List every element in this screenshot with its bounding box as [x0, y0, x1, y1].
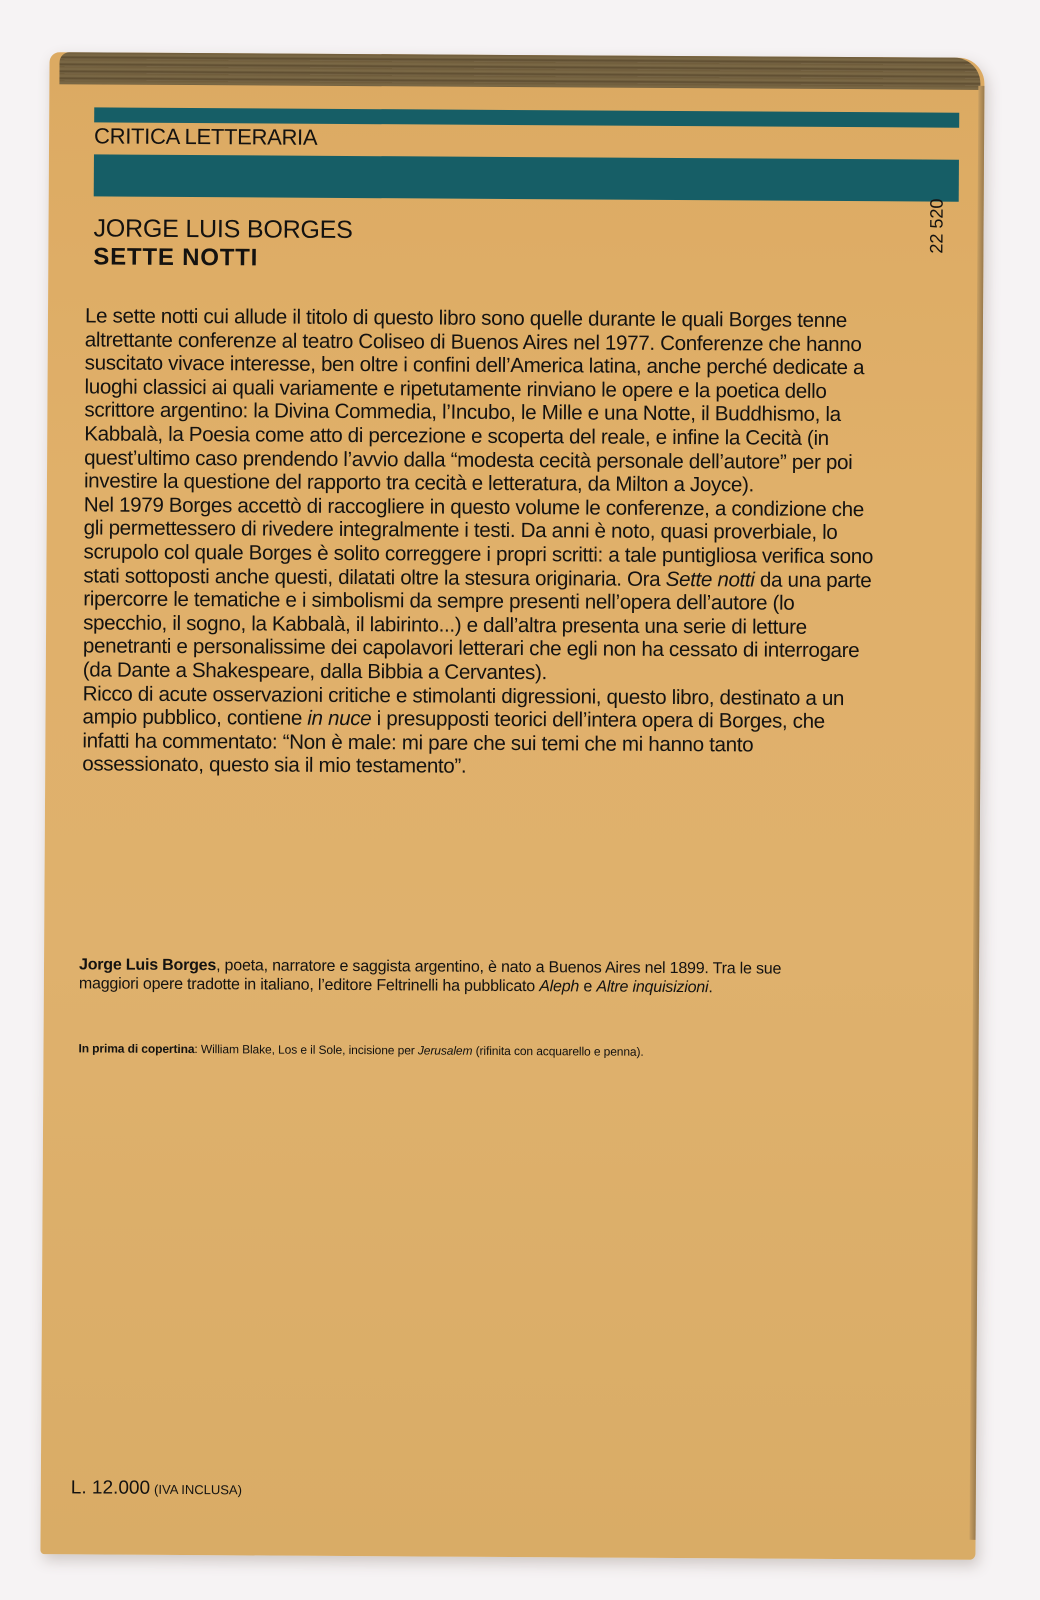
author-bio	[79, 955, 839, 998]
bio-text: , poeta, narratore e saggista argentino, è nato a Buenos Aires nel 1899. Tra le sue maggiori opere tradotte in italiano, l’editore Feltrinelli ha pubblicato	[78, 957, 782, 996]
catalog-code: 22 520	[926, 198, 947, 254]
cover-credit-label: In prima di copertina	[78, 1041, 195, 1057]
blurb-paragraph-3	[82, 682, 873, 781]
blurb	[82, 304, 875, 781]
page-block-top-edge	[59, 52, 980, 90]
blurb-paragraph-1: Le sette notti cui allude il titolo di questo libro sono quelle durante le quali Borges tenne altrettante conferenze al teatro Coliseo di Buenos Aires nel 1977. Conferenze che hanno suscitato vivace interesse, ben oltre i confini dell’America latina, anche perché dedicate a luoghi classici ai quali variamente e ripetutamente rinviano le opere e la poetica dello scrittore argentino: la Divina Commedia, l’Incubo, le Mille e una Notte, il Buddhismo, la Kabbalà, la Poesia come atto di percezione e scoperta del reale, e infine la Cecità (in quest’ultimo caso prendendo l’avvio dalla “modesta cecità personale dell’autore” per poi investire la questione del rapporto tra cecità e letteratura, da Milton a Joyce).	[83, 304, 865, 497]
series-band-thick	[94, 154, 959, 201]
price	[71, 1476, 242, 1502]
blurb-paragraph-2	[83, 493, 874, 687]
cover-credit-work: Jerusalem	[417, 1043, 473, 1058]
bio-author-name: Jorge Luis Borges	[78, 956, 217, 975]
bio-work-title: Aleph	[539, 978, 580, 996]
blurb-italic-title: Sette notti	[665, 567, 755, 592]
book-title: SETTE NOTTI	[93, 243, 259, 272]
author-name: JORGE LUIS BORGES	[93, 214, 353, 245]
bio-text: e	[579, 978, 597, 996]
book-back-cover	[40, 52, 984, 1560]
cover-credit	[78, 1040, 838, 1061]
blurb-text: i presupposti teorici dell’intera opera di Borges, che infatti ha commentato: “Non è male: mi pare che sui temi che mi hanno tanto ossessionato, questo sia il mio testamento”.	[82, 707, 825, 778]
price-vat-note: (IVA INCLUSA)	[154, 1481, 243, 1498]
blurb-italic-phrase: in nuce	[307, 706, 372, 731]
blurb-text: Nel 1979 Borges accettò di raccogliere in questo volume le conferenze, a condizione che gli permettessero di rivedere integralmente i testi. Da anni è noto, quasi proverbiale, lo scrupolo col quale Borges è solito correggere i propri scritti: a tale puntigliosa verifica sono stati sottoposti anche questi, dilatati oltre la stesura originaria. Ora	[83, 493, 874, 591]
blurb-text: da una parte ripercorre le tematiche e i simbolismi da sempre presenti nell’opera dell’autore (lo specchio, il sogno, la Kabbalà, il labirinto...) e dall’altra presenta una serie di letture penetranti e personalissime dei capolavori letterari che egli non ha cessato di interrogare (da Dante a Shakespeare, dalla Bibbia a Cervantes).	[82, 568, 872, 685]
price-amount: L. 12.000	[70, 1477, 151, 1499]
cover-credit-text: (rifinita con acquarello e penna).	[472, 1043, 644, 1059]
bio-text: .	[708, 979, 713, 997]
cover-credit-text: : William Blake, Los e il Sole, incisione per	[194, 1042, 418, 1058]
blurb-text: Ricco di acute osservazioni critiche e stimolanti digressioni, questo libro, destinato a un ampio pubblico, contiene	[82, 681, 845, 730]
bio-work-title: Altre inquisizioni	[596, 978, 709, 997]
series-label: CRITICA LETTERARIA	[94, 123, 318, 150]
page-block-right-edge	[970, 86, 985, 1540]
